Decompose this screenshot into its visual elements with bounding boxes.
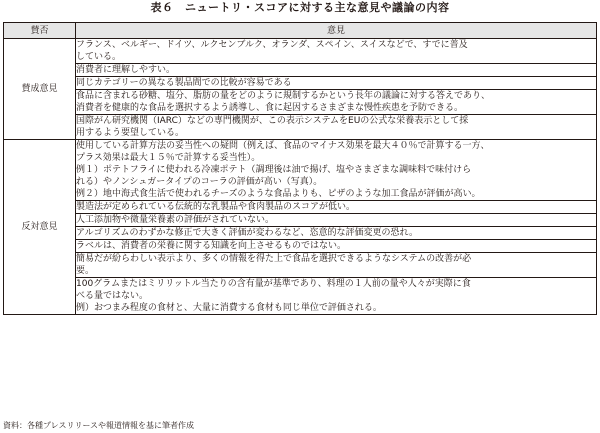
table-row <box>4 214 597 227</box>
table-row <box>4 64 597 77</box>
table-row <box>4 115 597 140</box>
opinion-cell: アルゴリズムのわずかな修正で大きく評価が変わるなど、恣意的な評価変更の恐れ。 <box>76 227 597 240</box>
opinion-cell: フランス、ベルギー、ドイツ、ルクセンブルク、オランダ、スペイン、スイスなどで、すでに普及 している。 <box>76 39 597 64</box>
opinion-cell: 同じカテゴリーの異なる製品間での比較が容易である <box>76 77 597 90</box>
table-row <box>4 201 597 214</box>
table-title: 表６ ニュートリ・スコアに対する主な意見や議論の内容 <box>150 1 450 14</box>
source-note: 資料：各種プレスリリースや報道情報を基に筆者作成 <box>3 421 195 430</box>
group-label-oppose: 反対意見 <box>4 140 76 315</box>
opinion-cell: 100グラムまたはミリリットル当たりの含有量が基準であり、料理の１人前の量や人々が実際に食 べる量ではない。 例）おつまみ程度の食材と、大量に消費する食材も同じ単位で評価される。 <box>76 278 597 315</box>
opinion-cell: 使用している計算方法の妥当性への疑問（例えば、食品のマイナス効果を最大４０％で計算する一方、 プラス効果は最大１５％で計算する妥当性）。 例１）ポテトフライに使われる冷凍ポテト（調理後は油で揚げ、塩やさまざまな調味料で味付けら れる）やノンシュガータイプのコーラの評価が高い（写真）。 例２）地中海式食生活で使われるチーズのような食品よりも、ピザのような加工食品が評価が高い。 <box>76 140 597 201</box>
opinion-cell: 消費者に理解しやすい。 <box>76 64 597 77</box>
table-row <box>4 278 597 315</box>
opinion-cell: 製造法が定められている伝統的な乳製品や食肉製品のスコアが低い。 <box>76 201 597 214</box>
opinion-cell: 国際がん研究機関（IARC）などの専門機関が、この表示システムをEUの公式な栄養表示として採 用するよう要望している。 <box>76 115 597 140</box>
table-row <box>4 90 597 115</box>
table-row <box>4 39 597 64</box>
table-row <box>4 140 597 201</box>
opinions-table <box>3 22 597 315</box>
header-stance: 賛否 <box>4 23 76 39</box>
table-row <box>4 227 597 240</box>
header-opinion: 意見 <box>76 23 597 39</box>
header-row <box>4 23 597 39</box>
opinion-cell: 食品に含まれる砂糖、塩分、脂肪の量をどのように規制するかという長年の議論に対する答えであり、 消費者を健康的な食品を選択するよう誘導し、食に起因するさまざまな慢性疾患を予防できる。 <box>76 90 597 115</box>
opinion-cell: 簡易だが紛らわしい表示より、多くの情報を得た上で食品を選択できるようなシステムの改善が必 要。 <box>76 253 597 278</box>
table-row <box>4 77 597 90</box>
table-row <box>4 240 597 253</box>
opinion-cell: ラベルは、消費者の栄養に関する知識を向上させるものではない。 <box>76 240 597 253</box>
opinion-cell: 人工添加物や微量栄養素の評価がされていない。 <box>76 214 597 227</box>
table-row <box>4 253 597 278</box>
group-label-support: 賛成意見 <box>4 39 76 140</box>
